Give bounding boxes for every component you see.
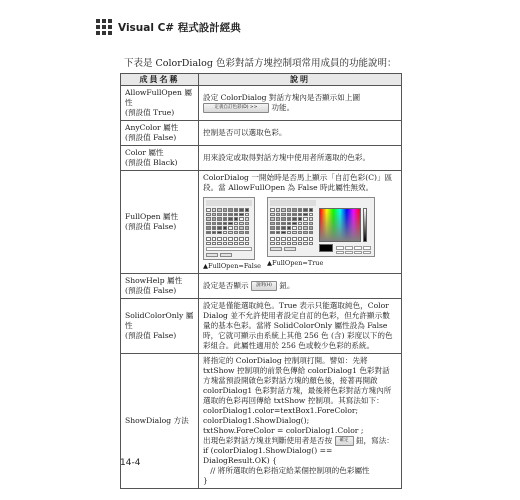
color-swatch (212, 217, 217, 221)
table-row (121, 298, 402, 353)
color-swatch (287, 222, 292, 226)
custom-color-swatch (212, 237, 217, 241)
color-swatch (309, 213, 314, 217)
color-swatch (234, 213, 239, 217)
color-swatch (298, 217, 303, 221)
members-table (120, 73, 402, 489)
member-description (199, 273, 402, 298)
custom-color-swatch (228, 237, 233, 241)
ok-button: 確定 (335, 436, 354, 446)
color-swatch (206, 226, 211, 230)
color-swatch (281, 213, 286, 217)
color-swatch (217, 208, 222, 212)
member-name-text: SolidColorOnly 屬性 (預設值 False) (125, 310, 194, 340)
custom-color-swatch (206, 237, 211, 241)
description-text: 設定 ColorDialog 對話方塊內是否顯示如上圖 (203, 93, 361, 102)
color-swatch (245, 231, 250, 235)
basic-color-swatches (270, 208, 316, 234)
color-swatch (234, 208, 239, 212)
color-swatch (223, 208, 228, 212)
color-swatch (276, 222, 281, 226)
color-swatch (303, 231, 308, 235)
member-name-text: AllowFullOpen 屬性 (預設值 True) (125, 88, 192, 118)
member-name (121, 273, 199, 298)
custom-color-swatch (228, 242, 233, 246)
color-swatch (281, 226, 286, 230)
code-line: if (colorDialog1.ShowDialog() == DialogResult.OK) { (203, 445, 333, 465)
color-swatch (270, 213, 275, 217)
color-swatch (309, 217, 314, 221)
color-preview (319, 244, 333, 252)
table-row (121, 353, 402, 488)
custom-color-swatch (298, 242, 303, 246)
color-swatch (245, 226, 250, 230)
color-swatch (206, 217, 211, 221)
color-swatch (309, 231, 314, 235)
table-row (121, 273, 402, 298)
member-name (121, 121, 199, 146)
color-swatch (223, 231, 228, 235)
page-number: 14-4 (120, 458, 141, 468)
color-swatch (228, 208, 233, 212)
member-name (121, 86, 199, 121)
color-swatch (228, 217, 233, 221)
member-description (199, 353, 402, 488)
custom-color-swatch (223, 237, 228, 241)
color-swatch (309, 226, 314, 230)
color-swatch (292, 231, 297, 235)
custom-color-swatch (292, 237, 297, 241)
color-swatch (212, 213, 217, 217)
color-swatch (287, 226, 292, 230)
custom-color-swatch (309, 242, 314, 246)
color-swatch (270, 222, 275, 226)
help-button: 說明(H) (251, 281, 277, 291)
description-text: 鈕。 (279, 280, 295, 290)
color-swatch (298, 213, 303, 217)
header-description: 說明 (199, 74, 402, 86)
intro-text: 下表是 ColorDialog 色彩對話方塊控制項常用成員的功能說明： (124, 58, 397, 69)
book-header (96, 16, 241, 38)
member-name (121, 353, 199, 488)
color-swatch (212, 208, 217, 212)
color-swatch (270, 217, 275, 221)
color-swatch (217, 222, 222, 226)
custom-color-swatch (303, 237, 308, 241)
color-swatch (223, 217, 228, 221)
custom-color-swatch (217, 242, 222, 246)
color-swatch (206, 222, 211, 226)
color-swatch (212, 231, 217, 235)
color-swatch (298, 226, 303, 230)
table-row (121, 86, 402, 121)
custom-color-swatch (270, 242, 275, 246)
table-row (121, 121, 402, 146)
color-dialog-small-image (203, 197, 255, 260)
color-swatch (303, 226, 308, 230)
custom-color-swatch (206, 242, 211, 246)
custom-color-swatch (217, 237, 222, 241)
custom-color-swatch (287, 237, 292, 241)
custom-color-swatch (309, 237, 314, 241)
color-swatch (239, 226, 244, 230)
code-line: txtShow.ForeColor = colorDialog1.Color ; (203, 425, 364, 435)
color-swatch (223, 226, 228, 230)
member-name-text: ShowHelp 屬性 (預設值 False) (125, 275, 183, 295)
color-swatch (276, 217, 281, 221)
color-swatch (292, 222, 297, 226)
custom-color-swatch (234, 237, 239, 241)
custom-color-swatch (245, 242, 250, 246)
color-swatch (234, 226, 239, 230)
color-swatch (223, 213, 228, 217)
color-swatch (217, 226, 222, 230)
custom-color-swatch (212, 242, 217, 246)
color-swatch (206, 231, 211, 235)
member-description: 設定是僅能選取純色。True 表示只能選取純色，Color Dialog 並不允許使用者設定自訂的色彩，但允許顯示數量的基本色彩。當將 SolidColorOnly 屬性設為 False 時，它就可顯示由系統上其他 256 色 (含) 彩度以下的色彩組合。此屬性適用於 256 色或較少色彩的系統。 (199, 298, 402, 353)
member-name-text: ShowDialog 方法 (125, 415, 189, 425)
color-swatch (270, 226, 275, 230)
color-swatch (309, 208, 314, 212)
color-swatch (228, 226, 233, 230)
color-swatch (217, 213, 222, 217)
dialog-fullopen-false (203, 197, 261, 271)
color-swatch (281, 208, 286, 212)
color-swatch (217, 217, 222, 221)
color-swatch (303, 217, 308, 221)
custom-color-swatch (276, 237, 281, 241)
color-swatch (303, 208, 308, 212)
color-swatch (287, 208, 292, 212)
color-swatch (206, 208, 211, 212)
member-name-text: Color 屬性 (預設值 Black) (125, 148, 178, 168)
member-name (121, 146, 199, 171)
color-swatch (239, 213, 244, 217)
define-custom-colors-button: 定義自訂色彩(D) >> (203, 103, 269, 113)
color-swatch (292, 217, 297, 221)
code-line: colorDialog1.ShowDialog(); (203, 415, 310, 425)
color-swatch (245, 217, 250, 221)
table-row (121, 146, 402, 171)
custom-color-swatch (239, 242, 244, 246)
custom-color-swatch (298, 237, 303, 241)
description-text: 出現色彩對話方塊並判斷使用者是否按 (203, 435, 333, 445)
description-text: 鈕，寫法： (355, 435, 394, 445)
custom-color-swatch (270, 237, 275, 241)
color-swatch (234, 222, 239, 226)
member-description (199, 86, 402, 121)
description-text: 功能。 (271, 103, 295, 113)
color-swatch (298, 231, 303, 235)
color-swatch (292, 213, 297, 217)
color-swatch (303, 213, 308, 217)
color-swatch (212, 226, 217, 230)
color-swatch (245, 213, 250, 217)
color-swatch (270, 231, 275, 235)
custom-color-swatch (245, 237, 250, 241)
book-logo-icon (96, 19, 112, 35)
member-description (199, 171, 402, 274)
custom-color-swatch (287, 242, 292, 246)
custom-color-swatch (223, 242, 228, 246)
color-swatch (212, 222, 217, 226)
custom-color-swatch (239, 237, 244, 241)
caption-fullopen-false: ▲FullOpen=False (203, 262, 262, 271)
table-header-row (121, 74, 402, 86)
code-line: colorDialog1.color=textBox1.ForeColor; (203, 405, 359, 415)
color-swatch (217, 231, 222, 235)
color-swatch (276, 226, 281, 230)
dialog-fullopen-true (267, 197, 375, 268)
custom-color-swatch (281, 237, 286, 241)
color-swatch (281, 217, 286, 221)
color-swatch (287, 231, 292, 235)
custom-color-swatch (281, 242, 286, 246)
custom-color-swatch (276, 242, 281, 246)
member-name (121, 298, 199, 353)
color-swatch (292, 226, 297, 230)
color-swatch (281, 222, 286, 226)
caption-fullopen-true: ▲FullOpen=True (267, 259, 324, 268)
color-swatch (223, 222, 228, 226)
custom-color-swatch (292, 242, 297, 246)
color-swatch (281, 231, 286, 235)
member-name (121, 171, 199, 274)
color-swatch (245, 222, 250, 226)
description-text: 將指定的 ColorDialog 控制項打開。譬如：先將 txtShow 控制項的前景色傳給 colorDialog1 色彩對話方塊當預設開啟色彩對話方塊的顏色後，接著再開啟 colorDialog1 色彩對話方塊，最後將色彩對話方塊內所選取的色彩再回傳給 txtShow 控制項。其寫法如下： (203, 355, 392, 405)
custom-color-swatch (303, 242, 308, 246)
member-description: 用來設定或取得對話方塊中使用者所選取的色彩。 (199, 146, 402, 171)
header-member-name: 成員名稱 (121, 74, 199, 86)
luminance-bar (363, 208, 367, 242)
color-swatch (206, 213, 211, 217)
color-swatch (239, 217, 244, 221)
description-text: ColorDialog 一開始時是否馬上顯示「自訂色彩(C)」區段。當 AllowFullOpen 為 False 時此屬性無效。 (203, 173, 393, 193)
code-line: // 將所選取的色彩指定給某個控制項的色彩屬性 (203, 466, 370, 475)
code-line: } (203, 476, 208, 486)
color-swatch (234, 231, 239, 235)
color-swatch (298, 222, 303, 226)
color-swatch (239, 208, 244, 212)
color-swatch (270, 208, 275, 212)
color-swatch (239, 222, 244, 226)
color-dialog-full-image (267, 197, 375, 257)
color-swatch (228, 231, 233, 235)
color-swatch (245, 208, 250, 212)
color-swatch (276, 213, 281, 217)
custom-color-swatches (270, 237, 316, 245)
color-swatch (287, 213, 292, 217)
basic-color-swatches (206, 208, 252, 234)
color-swatch (228, 213, 233, 217)
member-name-text: FullOpen 屬性 (預設值 False) (125, 211, 179, 231)
color-swatch (298, 208, 303, 212)
custom-color-swatches (206, 237, 252, 245)
color-swatch (228, 222, 233, 226)
color-dialog-screenshots (203, 197, 397, 271)
member-name-text: AnyColor 屬性 (預設值 False) (125, 123, 179, 143)
color-spectrum (319, 208, 361, 242)
color-swatch (239, 231, 244, 235)
color-swatch (303, 222, 308, 226)
color-swatch (309, 222, 314, 226)
color-swatch (276, 231, 281, 235)
table-row (121, 171, 402, 274)
color-swatch (292, 208, 297, 212)
custom-color-swatch (234, 242, 239, 246)
member-description: 控制是否可以選取色彩。 (199, 121, 402, 146)
color-swatch (234, 217, 239, 221)
color-swatch (276, 208, 281, 212)
book-title: Visual C# 程式設計經典 (118, 21, 241, 34)
color-swatch (287, 217, 292, 221)
description-text: 設定是否顯示 (203, 280, 249, 290)
